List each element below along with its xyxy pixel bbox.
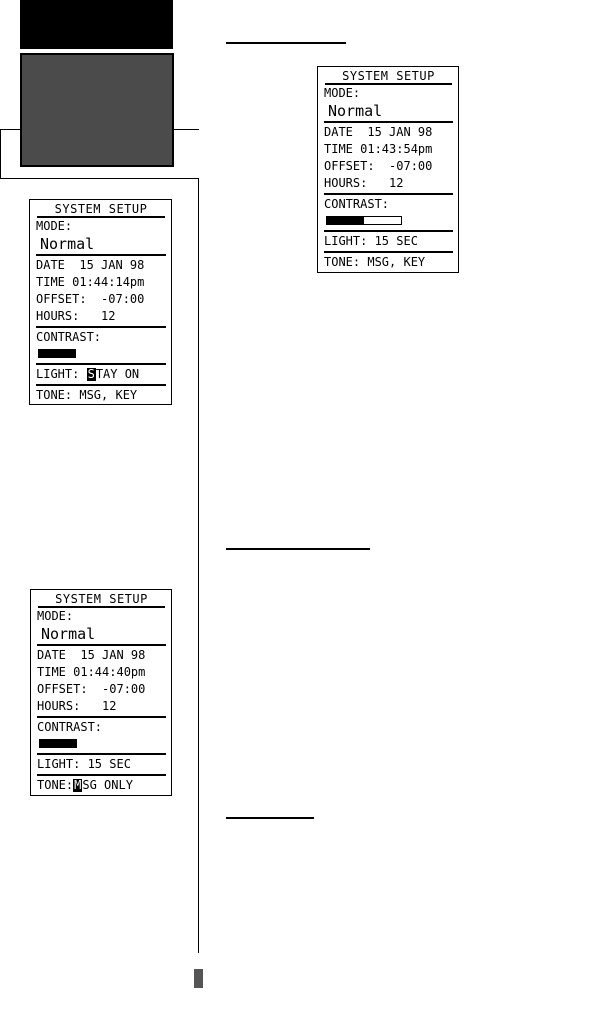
light-value: TAY ON <box>95 367 140 381</box>
tone-field <box>37 777 166 794</box>
margin-line-horizontal-right <box>172 129 199 130</box>
light-field <box>36 366 166 383</box>
contrast-bar-fill <box>326 216 364 225</box>
mode-value: Normal <box>328 102 383 120</box>
tone-label: TONE: <box>37 778 74 792</box>
light-value: 15 SEC <box>374 234 418 248</box>
tone-label: TONE: <box>36 388 80 402</box>
mode-value: Normal <box>41 625 96 643</box>
time-field: TIME 01:44:14pm <box>36 275 145 289</box>
margin-line-horizontal-bottom <box>0 178 199 179</box>
date-field: DATE 15 JAN 98 <box>324 125 433 139</box>
tone-value: MSG, KEY <box>79 388 138 402</box>
light-label: LIGHT: <box>324 234 375 248</box>
contrast-label: CONTRAST: <box>324 197 390 211</box>
heading-rule-3 <box>226 817 314 819</box>
mode-label: MODE: <box>324 86 361 100</box>
section-tab-grey <box>20 53 174 167</box>
tone-cursor: M <box>74 778 82 792</box>
hours-field: HOURS: 12 <box>324 176 404 190</box>
tone-value: MSG, KEY <box>367 255 426 269</box>
heading-rule-2 <box>226 548 370 550</box>
margin-line-horizontal-left <box>0 129 22 130</box>
offset-field: OFFSET: -07:00 <box>36 292 145 306</box>
light-value: 15 SEC <box>87 757 131 771</box>
date-field: DATE 15 JAN 98 <box>37 648 146 662</box>
section-tab-black <box>20 0 173 49</box>
screen-title: SYSTEM SETUP <box>38 592 165 608</box>
hours-field: HOURS: 12 <box>37 699 117 713</box>
heading-rule-1 <box>226 42 346 44</box>
contrast-label: CONTRAST: <box>36 330 102 344</box>
date-field: DATE 15 JAN 98 <box>36 258 145 272</box>
contrast-label: CONTRAST: <box>37 720 103 734</box>
hours-field: HOURS: 12 <box>36 309 116 323</box>
contrast-bar-fill <box>38 349 76 358</box>
light-field <box>324 233 453 250</box>
margin-line-vertical-main <box>198 178 199 953</box>
system-setup-screen-3 <box>30 589 172 796</box>
offset-field: OFFSET: -07:00 <box>324 159 433 173</box>
tone-value: SG ONLY <box>82 778 133 792</box>
light-field <box>37 756 166 773</box>
mode-value: Normal <box>40 235 95 253</box>
page-marker <box>194 969 203 988</box>
margin-line-vertical-left <box>0 129 1 179</box>
contrast-bar-fill <box>39 739 77 748</box>
screen-title: SYSTEM SETUP <box>37 202 165 218</box>
system-setup-screen-1 <box>317 66 459 273</box>
tone-field <box>36 387 166 404</box>
tone-label: TONE: <box>324 255 368 269</box>
system-setup-screen-2 <box>29 199 172 405</box>
mode-label: MODE: <box>37 609 74 623</box>
mode-label: MODE: <box>36 219 73 233</box>
time-field: TIME 01:44:40pm <box>37 665 146 679</box>
light-cursor: S <box>87 367 95 381</box>
light-label: LIGHT: <box>37 757 88 771</box>
screen-title: SYSTEM SETUP <box>325 69 452 85</box>
time-field: TIME 01:43:54pm <box>324 142 433 156</box>
offset-field: OFFSET: -07:00 <box>37 682 146 696</box>
light-label: LIGHT: <box>36 367 87 381</box>
tone-field <box>324 254 453 271</box>
